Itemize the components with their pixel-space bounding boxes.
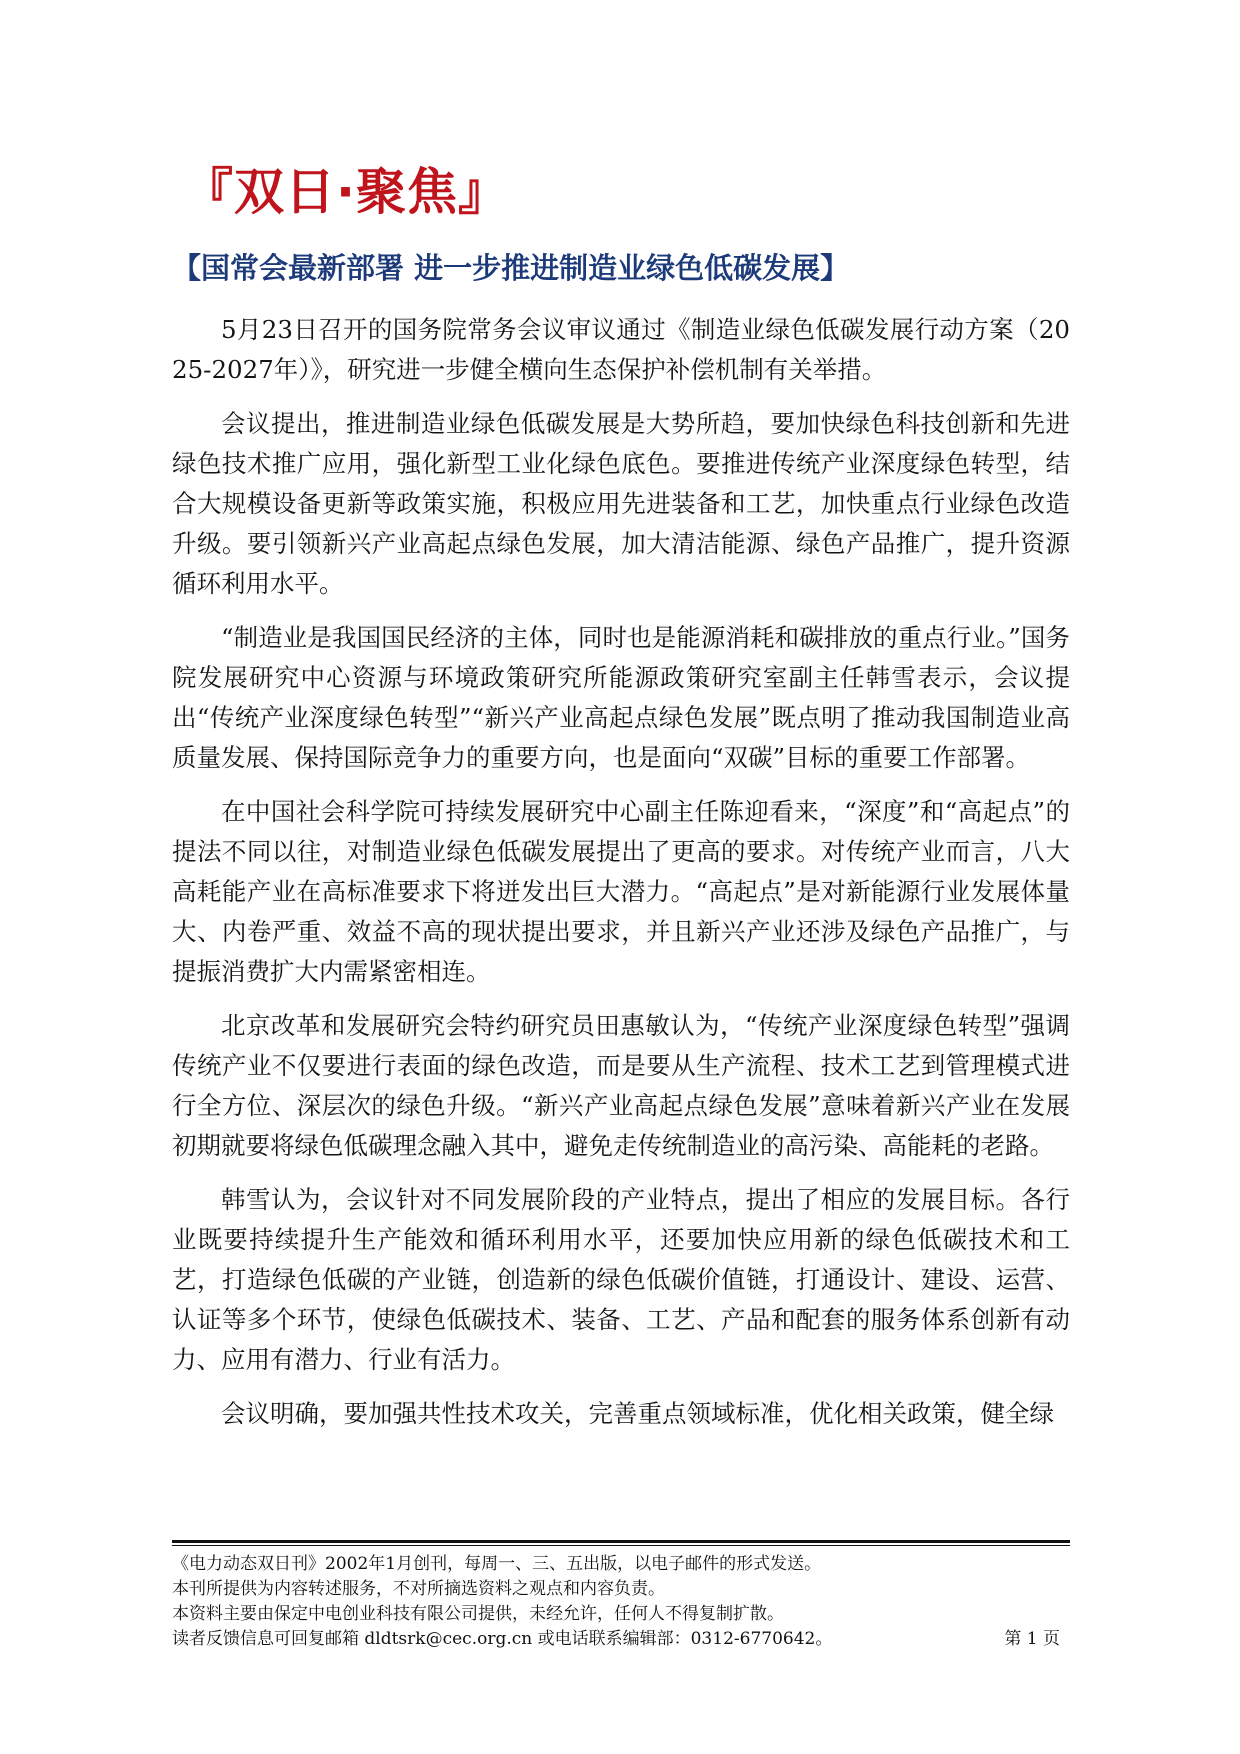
footer-notes — [172, 1552, 1070, 1652]
footer-contact-row — [172, 1627, 1070, 1652]
page-number: 第 1 页 — [1004, 1629, 1060, 1649]
footer-divider-thick — [172, 1540, 1070, 1543]
footer-copyright: 本资料主要由保定中电创业科技有限公司提供，未经允许，任何人不得复制扩散。 — [172, 1604, 784, 1624]
paragraph: 韩雪认为，会议针对不同发展阶段的产业特点，提出了相应的发展目标。各行业既要持续提升生产能效和循环利用水平，还要加快应用新的绿色低碳技术和工艺，打造绿色低碳的产业链，创造新的绿色低碳价值链，打通设计、建设、运营、认证等多个环节，使绿色低碳技术、装备、工艺、产品和配套的服务体系创新有动力、应用有潜力、行业有活力。 — [172, 1185, 1070, 1374]
paragraph: 北京改革和发展研究会特约研究员田惠敏认为，“传统产业深度绿色转型”强调传统产业不仅要进行表面的绿色改造，而是要从生产流程、技术工艺到管理模式进行全方位、深层次的绿色升级。“新兴产业高起点绿色发展”意味着新兴产业在发展初期就要将绿色低碳理念融入其中，避免走传统制造业的高污染、高能耗的老路。 — [172, 1011, 1070, 1160]
paragraph: 会议提出，推进制造业绿色低碳发展是大势所趋，要加快绿色科技创新和先进绿色技术推广应用，强化新型工业化绿色底色。要推进传统产业深度绿色转型，结合大规模设备更新等政策实施，积极应用先进装备和工艺，加快重点行业绿色改造升级。要引领新兴产业高起点绿色发展，加大清洁能源、绿色产品推广，提升资源循环利用水平。 — [172, 409, 1070, 598]
section-title: 『双日·聚焦』 — [183, 163, 509, 221]
article-title: 【国常会最新部署 进一步推进制造业绿色低碳发展】 — [172, 251, 850, 285]
article-body — [172, 310, 1070, 1448]
paragraph: “制造业是我国国民经济的主体，同时也是能源消耗和碳排放的重点行业。”国务院发展研究中心资源与环境政策研究所能源政策研究室副主任韩雪表示，会议提出“传统产业深度绿色转型”“新兴产业高起点绿色发展”既点明了推动我国制造业高质量发展、保持国际竞争力的重要方向，也是面向“双碳”目标的重要工作部署。 — [172, 623, 1070, 772]
footer-divider-thin — [172, 1545, 1070, 1546]
paragraph: 5月23日召开的国务院常务会议审议通过《制造业绿色低碳发展行动方案（2025-2027年）》，研究进一步健全横向生态保护补偿机制有关举措。 — [172, 315, 1070, 384]
footer-disclaimer: 本刊所提供为内容转述服务，不对所摘选资料之观点和内容负责。 — [172, 1579, 665, 1599]
paragraph: 在中国社会科学院可持续发展研究中心副主任陈迎看来，“深度”和“高起点”的提法不同以往，对制造业绿色低碳发展提出了更高的要求。对传统产业而言，八大高耗能产业在高标准要求下将迸发出巨大潜力。“高起点”是对新能源行业发展体量大、内卷严重、效益不高的现状提出要求，并且新兴产业还涉及绿色产品推广，与提振消费扩大内需紧密相连。 — [172, 797, 1070, 986]
page-footer — [172, 1540, 1070, 1652]
footer-contact: 读者反馈信息可回复邮箱 dldtsrk@cec.org.cn 或电话联系编辑部：0312-6770642。 — [172, 1629, 833, 1649]
footer-publication-info: 《电力动态双日刊》2002年1月创刊，每周一、三、五出版，以电子邮件的形式发送。 — [172, 1554, 822, 1574]
paragraph: 会议明确，要加强共性技术攻关，完善重点领域标准，优化相关政策，健全绿 — [221, 1399, 1054, 1428]
